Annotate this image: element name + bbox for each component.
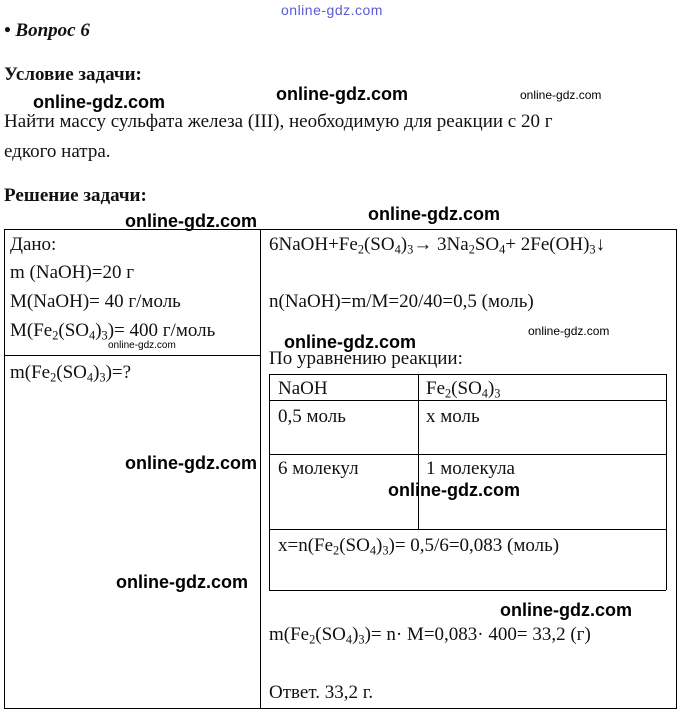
find-mass-fe: $m(Fe_2(SO_4)_3)=$? — [10, 362, 132, 385]
ratio-cell-r2c1: 6 молекул — [278, 458, 359, 479]
moles-naoh-line: n(NaOH)=m/M=20/40=0,5 (моль) — [269, 291, 534, 312]
watermark: online-gdz.com — [276, 84, 408, 104]
reaction-equation: $6NaOH+Fe_2(SO_4)_3\to 3Na_2SO_4+$ $2Fe(OH)_3↓$ — [269, 234, 606, 257]
table-left-border — [4, 229, 5, 709]
question-title — [4, 20, 90, 42]
given-molar-fe: $M(Fe_2(SO_4)_3)= 400$ г/моль — [10, 320, 216, 343]
watermark: online-gdz.com — [284, 332, 416, 352]
watermark: online-gdz.com — [125, 211, 257, 231]
condition-line-1: Найти массу сульфата железа (III), необходимую для реакции с 20 г — [4, 111, 553, 132]
bullet: • — [4, 20, 11, 41]
solution-heading: Решение задачи: — [4, 185, 147, 206]
watermark: online-gdz.com — [528, 324, 610, 338]
ratio-table-top — [269, 374, 666, 375]
ratio-cell-r1c2: x моль — [426, 406, 480, 427]
ratio-table-row3 — [269, 529, 666, 530]
watermark: online-gdz.com — [125, 453, 257, 473]
mass-result-line: $m(Fe_2(SO_4)_3)= n\cdot M=0,083\cdot 400= 33,2$ (г) — [269, 624, 591, 647]
ratio-table-left — [269, 374, 270, 590]
given-molar-naoh: M(NaOH)= 40 г/моль — [10, 291, 181, 312]
table-top-border — [4, 229, 676, 230]
given-find-divider — [4, 355, 260, 356]
ratio-header-naoh: NaOH — [278, 378, 328, 399]
watermark: online-gdz.com — [500, 600, 632, 620]
ratio-table-row1 — [269, 400, 666, 401]
watermark: online-gdz.com — [108, 340, 176, 351]
ratio-cell-r1c1: 0,5 моль — [278, 406, 346, 427]
watermark: online-gdz.com — [116, 572, 248, 592]
ratio-table-mid — [418, 374, 419, 529]
by-equation-label: По уравнению реакции: — [269, 348, 463, 369]
question-title-text: Вопрос 6 — [15, 20, 90, 41]
ratio-table-right — [666, 374, 667, 590]
ratio-table-bottom — [269, 590, 666, 591]
ratio-cell-r2c2: 1 молекула — [426, 458, 515, 479]
ratio-x-result: $x=n(Fe_2(SO_4)_3)= 0,5/6=0,083$ (моль) — [278, 535, 560, 558]
given-label: Дано: — [10, 234, 57, 255]
table-right-border — [676, 229, 677, 709]
ratio-header-fe: $Fe_2(SO_4)_3$ — [426, 378, 501, 401]
table-middle-border — [260, 229, 261, 709]
ratio-table-row2 — [269, 454, 666, 455]
answer-line: Ответ. 33,2 г. — [269, 682, 374, 703]
watermark: online-gdz.com — [520, 88, 602, 102]
watermark-top: online-gdz.com — [281, 2, 383, 18]
condition-line-2: едкого натра. — [4, 141, 111, 162]
given-mass-naoh: m (NaOH)=20 г — [10, 262, 135, 283]
watermark: online-gdz.com — [368, 204, 500, 224]
condition-heading: Условие задачи: — [4, 64, 142, 85]
watermark: online-gdz.com — [388, 480, 520, 500]
watermark: online-gdz.com — [33, 92, 165, 112]
